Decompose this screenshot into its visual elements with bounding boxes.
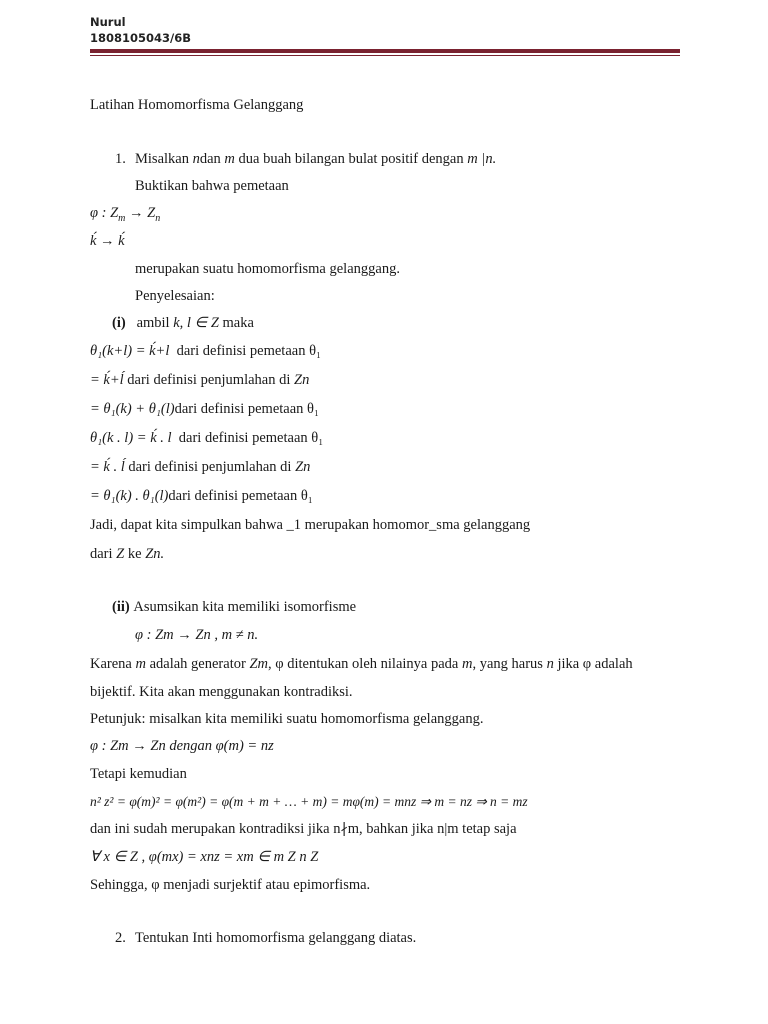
because-zm: Zm	[249, 656, 268, 672]
eq-5-zn: Zn	[295, 459, 311, 475]
student-id: 1808105043/6B	[90, 31, 191, 45]
q1-statement	[135, 150, 496, 168]
conclusion-i2-z: Z	[116, 546, 125, 562]
q2-number: 2.	[115, 930, 126, 946]
part-ii-line	[112, 598, 356, 616]
part-i-vars: k, l ∈ Z	[173, 315, 219, 331]
because-f: n	[546, 656, 554, 672]
because-b: adalah generator	[145, 656, 250, 672]
eq-2-zn: Zn	[294, 372, 310, 388]
page-header	[90, 14, 680, 56]
hint-map: φ : Zm → Zn dengan φ(m) = nz	[90, 738, 274, 754]
contradiction-line: dan ini sudah merupakan kontradiksi jika n∤m, bahkan jika n|m tetap saja	[90, 821, 517, 837]
but-then: Tetapi kemudian	[90, 766, 187, 782]
var-n: n	[192, 151, 200, 167]
author-name: Nurul	[90, 15, 126, 29]
header-rule-thick	[90, 49, 680, 53]
result-line: Sehingga, φ menjadi surjektif atau epimorfisma.	[90, 877, 371, 893]
hint-line: Petunjuk: misalkan kita memiliki suatu homomorfisma gelanggang.	[90, 711, 484, 727]
eq-2	[90, 371, 309, 389]
map-sub-n: n	[155, 213, 161, 224]
part-ii-map-expr: φ : Zm → Zn , m ≠ n.	[135, 627, 259, 643]
header-rule-thin	[90, 55, 680, 56]
part-i-text-b: maka	[218, 315, 254, 331]
q1-text-c: dua buah bilangan bulat positif dengan	[234, 151, 468, 167]
forall-tail: n Z	[299, 849, 319, 865]
conclusion-i2-zn: Zn.	[145, 546, 165, 562]
q1-prove: Buktikan bahwa pemetaan	[135, 178, 289, 194]
eq-6-note: dari definisi pemetaan θ₁	[168, 488, 313, 504]
part-ii-map	[135, 626, 258, 644]
part-i-label: (i)	[112, 315, 126, 331]
eq-3-note: dari definisi pemetaan θ₁	[174, 401, 320, 417]
bijective-line: bijektif. Kita akan menggunakan kontradiksi.	[90, 684, 353, 700]
part-ii-label: (ii)	[112, 599, 130, 615]
part-ii-text: Asumsikan kita memiliki isomorfisme	[133, 599, 357, 615]
var-m: m	[224, 151, 235, 167]
eq-2-expr: = ḱ+ĺ	[90, 372, 124, 388]
map-sub-m: m	[118, 213, 126, 224]
q2-text: Tentukan Inti homomorfisma gelanggang diatas.	[135, 930, 417, 946]
part-i-line	[112, 314, 254, 332]
eq-4	[90, 429, 323, 447]
q1-conclusion: merupakan suatu homomorfisma gelanggang.	[135, 261, 400, 277]
eq-3-expr: = θ₁(k) + θ₁(l)	[90, 401, 175, 417]
q1-number: 1.	[115, 151, 126, 167]
eq-5-expr: = ḱ . ĺ	[90, 459, 125, 475]
element-map: ḱ → ḱ	[90, 233, 125, 249]
eq-2-note: dari definisi penjumlahan di	[127, 372, 291, 388]
eq-1-note: dari definisi pemetaan θ₁	[176, 343, 322, 359]
because-m: m	[135, 656, 146, 672]
eq-5	[90, 458, 310, 476]
because-g: jika φ adalah	[553, 656, 633, 672]
eq-1	[90, 342, 321, 360]
map-definition	[90, 204, 160, 222]
conclusion-i-2	[90, 545, 164, 563]
because-d: m	[461, 656, 473, 672]
map-phi: φ : Z	[90, 205, 119, 221]
part-i-text-a: ambil	[136, 315, 174, 331]
eq-3	[90, 400, 319, 418]
forall-expr: ∀ x ∈ Z , φ(mx) = xnz = xm ∈ m Z	[90, 849, 296, 865]
doc-title: Latihan Homomorfisma Gelanggang	[90, 97, 304, 113]
eq-4-note: dari definisi pemetaan θ₁	[178, 430, 324, 446]
conclusion-i2-a: dari	[90, 546, 117, 562]
because-e: , yang harus	[472, 656, 547, 672]
eq-5-note: dari definisi penjumlahan di	[128, 459, 292, 475]
forall-line	[90, 848, 318, 866]
divides-expr: m |n.	[467, 151, 497, 167]
eq-1-expr: θ₁(k+l) = ḱ+l	[90, 343, 170, 359]
eq-6	[90, 487, 313, 505]
chain-equation: n² z² = φ(m)² = φ(m²) = φ(m + m + … + m) = mφ(m) = mnz ⇒ m = nz ⇒ n = mz	[90, 794, 528, 809]
map-arrow: → Z	[125, 205, 156, 221]
eq-4-expr: θ₁(k . l) = ḱ . l	[90, 430, 172, 446]
q1-text-b: dan	[199, 151, 225, 167]
conclusion-i: Jadi, dapat kita simpulkan bahwa _1 merupakan homomor_sma gelanggang	[90, 517, 531, 533]
because-c: , φ ditentukan oleh nilainya pada	[267, 656, 462, 672]
eq-6-expr: = θ₁(k) . θ₁(l)	[90, 488, 169, 504]
q1-text-a: Misalkan	[135, 151, 193, 167]
because-a: Karena	[90, 656, 136, 672]
solution-label: Penyelesaian:	[135, 288, 215, 304]
conclusion-i2-b: ke	[124, 546, 146, 562]
because-line	[90, 655, 633, 673]
